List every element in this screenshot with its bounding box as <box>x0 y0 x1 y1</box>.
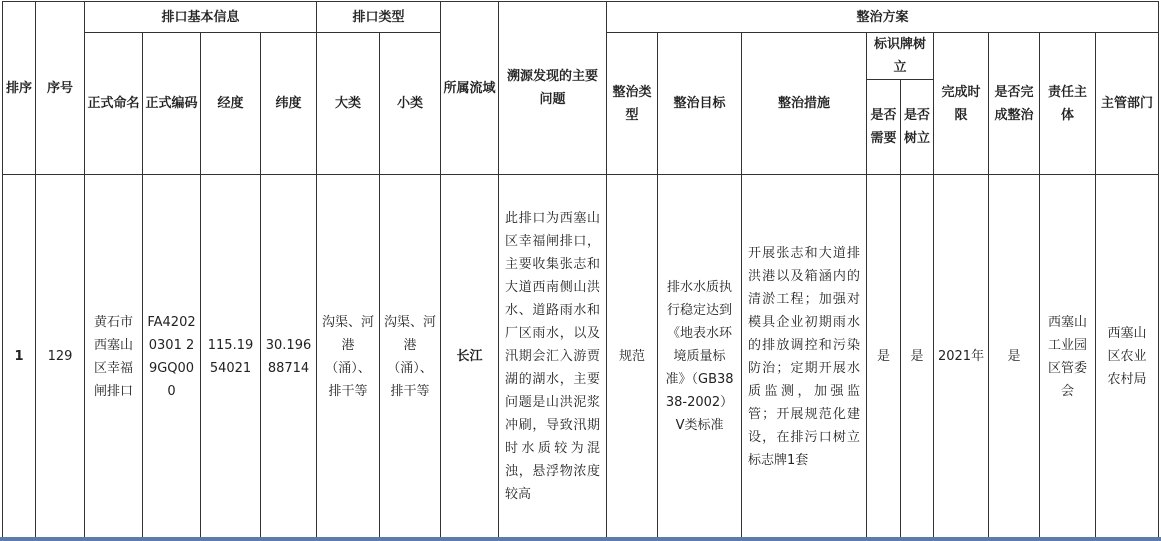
header-remed-type: 整治类型 <box>607 33 658 175</box>
header-sign-needed: 是否需要 <box>867 80 901 175</box>
header-sign-erected: 是否树立 <box>901 80 934 175</box>
cell-dept: 西塞山区农业农村局 <box>1096 175 1159 539</box>
cell-seq: 129 <box>36 175 85 539</box>
cell-latitude: 30.196 88714 <box>261 175 317 539</box>
cell-longitude: 115.19 54021 <box>201 175 261 539</box>
header-sign: 标识牌树立 <box>867 33 934 80</box>
cell-main-issue: 此排口为西塞山区幸福闸排口，主要收集张志和大道西南侧山洪水、道路雨水和厂区雨水，以及汛期会汇入游贾湖的湖水，主要问题是山洪泥浆冲刷，导致汛期时水质较为混浊，悬浮物浓度较高 <box>499 175 607 539</box>
table-row <box>3 175 1159 539</box>
header-rank: 排序 <box>3 2 36 175</box>
cell-rank: 1 <box>3 175 36 539</box>
header-basin: 所属流域 <box>441 2 499 175</box>
outlet-remediation-table <box>2 1 1159 539</box>
header-plan: 整治方案 <box>607 2 1159 33</box>
cell-sign-erected: 是 <box>901 175 934 539</box>
header-outlet-type: 排口类型 <box>317 2 441 33</box>
header-responsible: 责任主体 <box>1040 33 1096 175</box>
header-seq: 序号 <box>36 2 85 175</box>
cell-basin: 长江 <box>441 175 499 539</box>
header-formal-name: 正式命名 <box>85 33 143 175</box>
bottom-border-bar <box>0 537 1161 541</box>
cell-major-class: 沟渠、河港（涌）、排干等 <box>317 175 380 539</box>
header-remed-goal: 整治目标 <box>658 33 742 175</box>
cell-deadline: 2021年 <box>934 175 989 539</box>
cell-remed-type: 规范 <box>607 175 658 539</box>
header-formal-code: 正式编码 <box>143 33 201 175</box>
header-major-class: 大类 <box>317 33 380 175</box>
cell-remed-goal: 排水水质执行稳定达到《地表水环境质量标准》（GB3838-2002）V类标准 <box>658 175 742 539</box>
header-remed-measure: 整治措施 <box>742 33 867 175</box>
cell-sign-needed: 是 <box>867 175 901 539</box>
cell-formal-code: FA42020301 29GQ00 0 <box>143 175 201 539</box>
cell-formal-name: 黄石市西塞山区幸福闸排口 <box>85 175 143 539</box>
cell-remed-measure: 开展张志和大道排洪港以及箱涵内的清淤工程；加强对模具企业初期雨水的排放调控和污染防治；定期开展水质监测，加强监管；开展规范化建设，在排污口树立标志牌1套 <box>742 175 867 539</box>
header-latitude: 纬度 <box>261 33 317 175</box>
header-basic-info: 排口基本信息 <box>85 2 317 33</box>
header-deadline: 完成时限 <box>934 33 989 175</box>
header-main-issue: 溯源发现的主要问题 <box>499 2 607 175</box>
cell-completed: 是 <box>989 175 1040 539</box>
header-dept: 主管部门 <box>1096 33 1159 175</box>
cell-minor-class: 沟渠、河港（涌）、排干等 <box>380 175 441 539</box>
cell-responsible: 西塞山工业园区管委会 <box>1040 175 1096 539</box>
header-longitude: 经度 <box>201 33 261 175</box>
header-minor-class: 小类 <box>380 33 441 175</box>
header-completed: 是否完成整治 <box>989 33 1040 175</box>
